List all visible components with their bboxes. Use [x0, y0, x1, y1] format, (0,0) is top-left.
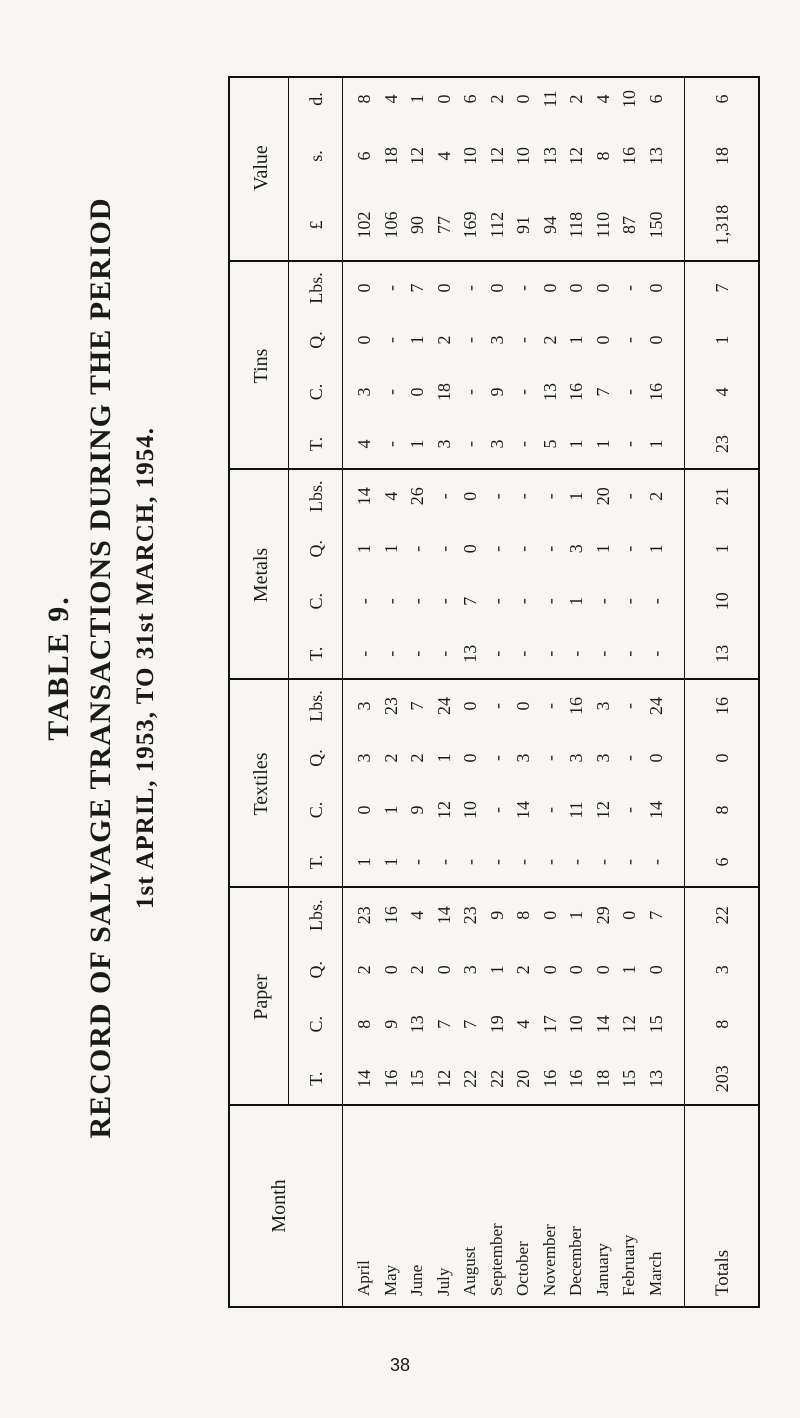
table-cell: 8: [354, 1019, 374, 1029]
table-cell: 9: [486, 387, 507, 397]
weight-subheader: Lbs.: [306, 899, 326, 931]
table-cell: 0: [566, 283, 586, 293]
value-cell: 13: [645, 147, 666, 165]
table-cell: -: [433, 545, 454, 552]
table-cell: 14: [354, 1069, 374, 1088]
table-cell: 1: [380, 544, 401, 554]
table-cell: 1: [380, 805, 401, 815]
value-cell: 150: [645, 211, 666, 239]
table-cell: 0: [433, 283, 454, 293]
table-cell: 13: [539, 383, 560, 401]
table-cell: -: [433, 650, 454, 657]
table-cell: -: [539, 859, 560, 865]
weight-subheader: Q.: [306, 540, 326, 558]
weight-subheader: Lbs.: [306, 690, 326, 722]
table-cell: 3: [566, 544, 586, 554]
table-cell: -: [513, 650, 533, 657]
month-label: August: [460, 1246, 479, 1296]
table-cell: 7: [433, 1019, 454, 1029]
month-label: December: [566, 1226, 585, 1296]
month-label: July: [433, 1267, 453, 1296]
table-cell: 20: [592, 487, 613, 506]
month-label: January: [592, 1243, 612, 1296]
value-cell: 11: [539, 90, 560, 108]
table-cell: 23: [380, 697, 401, 715]
weight-subheader: C.: [306, 383, 326, 401]
table-cell: -: [513, 285, 533, 291]
month-label: November: [539, 1224, 559, 1296]
table-cell: 5: [539, 439, 560, 449]
table-cell: 0: [539, 910, 560, 920]
table-cell: -: [354, 650, 374, 657]
value-cell: 4: [380, 94, 401, 104]
table-cell: -: [380, 285, 401, 291]
table-cell: -: [486, 650, 507, 657]
table-cell: 2: [513, 965, 533, 975]
table-cell: 2: [539, 335, 560, 345]
value-cell: 90: [407, 216, 427, 234]
table-cell: 16: [380, 1069, 401, 1088]
table-cell: 7: [592, 387, 613, 397]
table-cell: 0: [354, 805, 374, 815]
totals-value-cell: 6: [712, 94, 732, 104]
totals-value-cell: 18: [712, 147, 732, 165]
value-cell: 0: [513, 94, 533, 104]
table-cell: 10: [460, 801, 480, 819]
table-cell: -: [486, 807, 507, 813]
totals-cell: 7: [712, 283, 732, 293]
table-cell: -: [619, 703, 639, 709]
table-cell: -: [619, 285, 639, 291]
totals-cell: 3: [712, 965, 732, 975]
table-cell: 15: [407, 1069, 427, 1088]
table-period: 1st APRIL, 1953, TO 31st MARCH, 1954.: [132, 427, 159, 909]
table-cell: -: [407, 650, 427, 657]
table-cell: 1: [566, 910, 586, 920]
table-cell: 14: [592, 1015, 613, 1034]
table-cell: -: [460, 285, 480, 291]
tins-header: Tins: [250, 348, 272, 384]
table-cell: 0: [539, 283, 560, 293]
table-cell: 0: [645, 753, 666, 763]
table-cell: 0: [592, 283, 613, 293]
table-cell: -: [539, 807, 560, 813]
table-cell: 3: [433, 439, 454, 449]
table-cell: 12: [592, 801, 613, 819]
month-header: Month: [268, 1179, 290, 1233]
table-cell: -: [486, 493, 507, 500]
month-label: February: [619, 1234, 638, 1296]
table-cell: -: [513, 493, 533, 500]
table-cell: -: [460, 441, 480, 447]
table-cell: 0: [460, 491, 480, 501]
value-cell: 16: [619, 147, 639, 165]
value-subheader: s.: [306, 150, 326, 162]
month-label: May: [380, 1264, 400, 1296]
table-cell: 4: [513, 1019, 533, 1029]
value-cell: 18: [380, 147, 401, 165]
table-cell: 0: [460, 701, 480, 711]
month-label: April: [354, 1260, 373, 1296]
table-cell: 2: [380, 753, 401, 763]
table-cell: 9: [380, 1019, 401, 1029]
table-cell: -: [592, 859, 613, 865]
salvage-table: [228, 76, 760, 1308]
table-cell: -: [619, 545, 639, 552]
value-cell: 8: [354, 94, 374, 104]
value-subheader: d.: [306, 92, 326, 106]
weight-subheader: Q.: [306, 961, 326, 979]
table-cell: 18: [433, 383, 454, 401]
value-cell: 10: [513, 147, 533, 165]
metals-header: Metals: [250, 547, 272, 603]
value-cell: 106: [380, 211, 401, 239]
table-cell: -: [592, 598, 613, 605]
table-cell: -: [539, 703, 560, 709]
table-cell: 24: [433, 697, 454, 715]
table-cell: 0: [539, 965, 560, 975]
table-cell: 23: [460, 906, 480, 925]
table-cell: 3: [354, 753, 374, 763]
table-cell: 2: [407, 965, 427, 975]
group-divider: [288, 78, 289, 1106]
table-cell: 23: [354, 906, 374, 925]
table-cell: -: [513, 859, 533, 865]
table-cell: -: [380, 441, 401, 447]
table-cell: 14: [645, 801, 666, 819]
table-cell: 1: [433, 753, 454, 763]
totals-cell: 21: [712, 487, 732, 506]
table-cell: 12: [433, 1069, 454, 1088]
table-cell: -: [486, 755, 507, 761]
table-cell: -: [460, 859, 480, 865]
table-cell: 7: [407, 701, 427, 711]
table-cell: 14: [433, 906, 454, 925]
table-cell: 1: [380, 857, 401, 867]
table-cell: 0: [645, 283, 666, 293]
month-label: June: [407, 1264, 426, 1296]
table-cell: -: [460, 389, 480, 395]
table-cell: -: [513, 389, 533, 395]
table-cell: -: [407, 545, 427, 552]
month-label: September: [486, 1223, 506, 1296]
table-cell: 22: [486, 1069, 507, 1088]
table-cell: 1: [566, 439, 586, 449]
table-cell: 7: [407, 283, 427, 293]
table-cell: 7: [460, 596, 480, 606]
table-cell: 4: [407, 910, 427, 920]
table-cell: 13: [460, 644, 480, 663]
table-cell: -: [619, 493, 639, 500]
table-cell: -: [619, 337, 639, 343]
value-cell: 112: [486, 211, 507, 239]
table-cell: -: [566, 859, 586, 865]
value-cell: 8: [592, 151, 613, 161]
table-cell: 0: [486, 283, 507, 293]
textiles-header: Textiles: [250, 752, 272, 816]
table-cell: 0: [619, 910, 639, 920]
totals-cell: 1: [712, 335, 732, 345]
table-cell: 3: [486, 335, 507, 345]
weight-subheader: T.: [306, 646, 326, 661]
totals-cell: 13: [712, 644, 732, 663]
value-cell: 110: [592, 211, 613, 239]
table-cell: 11: [566, 801, 586, 819]
table-cell: 0: [433, 965, 454, 975]
weight-subheader: Lbs.: [306, 272, 326, 304]
totals-label: Totals: [712, 1249, 733, 1296]
table-cell: 22: [460, 1069, 480, 1088]
month-label: October: [513, 1241, 532, 1296]
totals-cell: 203: [712, 1065, 732, 1093]
table-cell: 9: [407, 805, 427, 815]
table-cell: 2: [407, 753, 427, 763]
table-cell: -: [380, 337, 401, 343]
table-cell: 0: [645, 335, 666, 345]
page-number: 38: [389, 1355, 411, 1375]
table-cell: 18: [592, 1069, 613, 1088]
value-subheader: £: [306, 220, 326, 230]
table-cell: -: [354, 598, 374, 605]
weight-subheader: Q.: [306, 749, 326, 767]
value-cell: 12: [486, 147, 507, 165]
table-cell: -: [645, 859, 666, 865]
table-cell: 0: [566, 965, 586, 975]
table-cell: -: [592, 650, 613, 657]
table-number: TABLE 9.: [42, 595, 75, 741]
value-header: Value: [250, 145, 272, 191]
table-cell: 13: [645, 1069, 666, 1088]
weight-subheader: T.: [306, 854, 326, 870]
table-cell: -: [513, 337, 533, 343]
table-cell: 17: [539, 1015, 560, 1034]
table-cell: -: [513, 441, 533, 447]
table-cell: 3: [354, 701, 374, 711]
table-cell: 16: [566, 383, 586, 401]
value-cell: 12: [407, 147, 427, 165]
table-cell: -: [566, 650, 586, 657]
value-cell: 10: [619, 90, 639, 108]
value-cell: 4: [592, 94, 613, 104]
table-cell: -: [433, 598, 454, 605]
table-cell: 0: [645, 965, 666, 975]
table-cell: 0: [513, 701, 533, 711]
table-cell: 4: [380, 491, 401, 501]
table-cell: 3: [486, 439, 507, 449]
table-cell: 20: [513, 1069, 533, 1088]
table-cell: -: [486, 703, 507, 709]
table-cell: 16: [566, 1069, 586, 1088]
table-cell: 19: [486, 1015, 507, 1034]
table-cell: -: [433, 493, 454, 500]
table-cell: -: [486, 859, 507, 865]
value-cell: 6: [645, 94, 666, 104]
table-cell: -: [539, 493, 560, 500]
totals-cell: 8: [712, 805, 732, 815]
table-cell: -: [619, 650, 639, 657]
value-cell: 4: [433, 151, 454, 161]
table-cell: -: [486, 545, 507, 552]
table-cell: -: [460, 337, 480, 343]
table-cell: 7: [645, 910, 666, 920]
table-cell: -: [433, 859, 454, 865]
weight-subheader: C.: [306, 593, 326, 610]
table-cell: -: [539, 545, 560, 552]
table-cell: 10: [566, 1015, 586, 1034]
table-cell: 0: [460, 753, 480, 763]
table-cell: 1: [407, 335, 427, 345]
table-cell: -: [619, 859, 639, 865]
table-cell: 1: [645, 439, 666, 449]
table-cell: -: [539, 755, 560, 761]
table-cell: 3: [592, 753, 613, 763]
totals-cell: 23: [712, 435, 732, 453]
table-cell: 16: [539, 1069, 560, 1088]
table-cell: -: [619, 755, 639, 761]
table-cell: 2: [354, 965, 374, 975]
weight-subheader: Q.: [306, 331, 326, 349]
value-cell: 13: [539, 147, 560, 165]
table-cell: 24: [645, 697, 666, 715]
table-cell: 0: [407, 387, 427, 397]
table-cell: -: [619, 598, 639, 605]
table-cell: 1: [354, 857, 374, 867]
table-cell: 7: [460, 1019, 480, 1029]
table-cell: -: [513, 545, 533, 552]
value-cell: 118: [566, 211, 586, 239]
weight-subheader: T.: [306, 436, 326, 452]
value-cell: 2: [566, 94, 586, 104]
table-cell: -: [619, 441, 639, 447]
table-cell: 1: [486, 965, 507, 975]
table-cell: 1: [592, 544, 613, 554]
table-cell: 14: [354, 487, 374, 506]
table-cell: -: [539, 598, 560, 605]
table-cell: 3: [354, 387, 374, 397]
table-cell: 13: [407, 1015, 427, 1034]
value-cell: 12: [566, 147, 586, 165]
table-cell: 1: [566, 491, 586, 501]
table-cell: -: [619, 807, 639, 813]
table-cell: 0: [354, 283, 374, 293]
weight-subheader: C.: [306, 1016, 326, 1033]
weight-subheader: T.: [306, 1071, 326, 1086]
table-cell: -: [380, 650, 401, 657]
month-label: March: [645, 1251, 665, 1296]
table-cell: 3: [566, 753, 586, 763]
table-cell: 12: [433, 801, 454, 819]
table-cell: 9: [486, 910, 507, 920]
table-cell: -: [486, 598, 507, 605]
totals-value-cell: 1,318: [712, 204, 732, 246]
table-cell: -: [539, 650, 560, 657]
table-cell: 2: [433, 335, 454, 345]
table-cell: 0: [354, 335, 374, 345]
totals-cell: 0: [712, 753, 732, 763]
table-cell: 1: [566, 596, 586, 606]
table-cell: 0: [592, 965, 613, 975]
table-cell: -: [619, 389, 639, 395]
value-cell: 87: [619, 216, 639, 234]
totals-cell: 8: [712, 1019, 732, 1029]
table-cell: 3: [592, 701, 613, 711]
totals-divider: [684, 78, 685, 1306]
value-cell: 6: [354, 151, 374, 161]
table-cell: -: [645, 650, 666, 657]
weight-subheader: Lbs.: [306, 480, 326, 512]
table-cell: -: [380, 598, 401, 605]
table-cell: 0: [592, 335, 613, 345]
table-cell: 1: [592, 439, 613, 449]
weight-subheader: C.: [306, 801, 326, 819]
table-cell: 0: [460, 544, 480, 554]
value-cell: 2: [486, 94, 507, 104]
totals-cell: 10: [712, 592, 732, 611]
value-cell: 0: [433, 94, 454, 104]
paper-header: Paper: [250, 974, 272, 1020]
table-cell: 0: [380, 965, 401, 975]
table-cell: 15: [619, 1069, 639, 1088]
value-cell: 102: [354, 211, 374, 239]
table-cell: 2: [645, 491, 666, 501]
totals-cell: 6: [712, 857, 732, 867]
totals-cell: 1: [712, 544, 732, 554]
value-cell: 169: [460, 211, 480, 239]
table-cell: 26: [407, 487, 427, 506]
table-cell: 3: [513, 753, 533, 763]
table-cell: 16: [645, 383, 666, 401]
value-cell: 6: [460, 94, 480, 104]
table-cell: 1: [619, 965, 639, 975]
totals-cell: 4: [712, 387, 732, 397]
header-divider: [342, 78, 343, 1306]
table-cell: -: [407, 859, 427, 865]
table-cell: 1: [407, 439, 427, 449]
totals-cell: 16: [712, 697, 732, 715]
table-cell: 29: [592, 906, 613, 925]
table-cell: -: [380, 389, 401, 395]
value-cell: 91: [513, 216, 533, 234]
table-cell: 15: [645, 1015, 666, 1034]
table-cell: 4: [354, 439, 374, 449]
value-cell: 77: [433, 216, 454, 234]
table-cell: 16: [380, 906, 401, 925]
value-cell: 1: [407, 94, 427, 104]
table-title: RECORD OF SALVAGE TRANSACTIONS DURING THE PERIOD: [84, 197, 117, 1139]
value-cell: 10: [460, 147, 480, 165]
table-cell: 1: [645, 544, 666, 554]
table-cell: 3: [460, 965, 480, 975]
table-cell: 1: [354, 544, 374, 554]
table-cell: -: [645, 598, 666, 605]
table-cell: 16: [566, 697, 586, 715]
value-cell: 94: [539, 216, 560, 234]
table-cell: 1: [566, 335, 586, 345]
totals-cell: 22: [712, 906, 732, 925]
table-cell: 12: [619, 1015, 639, 1034]
table-cell: -: [513, 598, 533, 605]
table-cell: -: [407, 598, 427, 605]
table-cell: 8: [513, 910, 533, 920]
table-cell: 14: [513, 801, 533, 819]
